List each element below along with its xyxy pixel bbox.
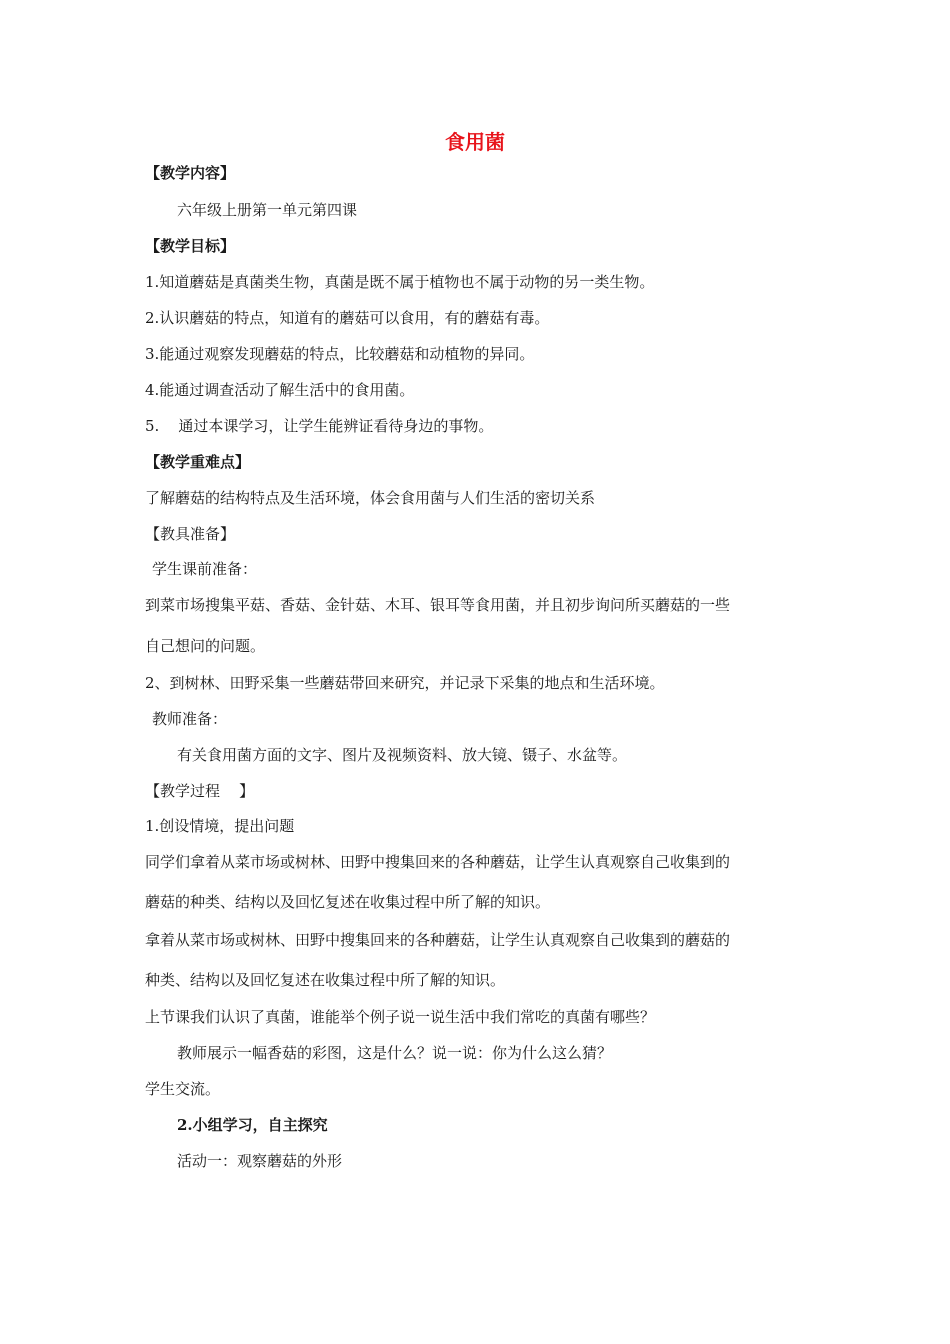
paragraph: 种类、结构以及回忆复述在收集过程中所了解的知识。: [145, 971, 506, 989]
paragraph: 1.知道蘑菇是真菌类生物，真菌是既不属于植物也不属于动物的另一类生物。: [145, 273, 655, 291]
paragraph: 学生课前准备：: [152, 560, 258, 578]
paragraph: 蘑菇的种类、结构以及回忆复述在收集过程中所了解的知识。: [145, 893, 551, 911]
paragraph: 拿着从菜市场或树林、田野中搜集回来的各种蘑菇，让学生认真观察自己收集到的蘑菇的: [145, 931, 731, 949]
paragraph: 教师准备：: [152, 710, 228, 728]
paragraph: 六年级上册第一单元第四课: [177, 201, 358, 219]
heading-content: 【教学内容】: [145, 164, 236, 182]
paragraph: 3.能通过观察发现蘑菇的特点，比较蘑菇和动植物的异同。: [145, 345, 535, 363]
heading-materials: 【教具准备】: [145, 525, 236, 543]
paragraph: 上节课我们认识了真菌，谁能举个例子说一说生活中我们常吃的真菌有哪些？: [145, 1008, 656, 1026]
paragraph: 有关食用菌方面的文字、图片及视频资料、放大镜、镊子、水盆等。: [177, 746, 628, 764]
paragraph: 到菜市场搜集平菇、香菇、金针菇、木耳、银耳等食用菌，并且初步询问所买蘑菇的一些: [145, 596, 731, 614]
paragraph: 教师展示一幅香菇的彩图，这是什么？说一说：你为什么这么猜？: [177, 1044, 613, 1062]
paragraph: 5. 通过本课学习，让学生能辨证看待身边的事物。: [145, 417, 494, 435]
paragraph: 1.创设情境，提出问题: [145, 817, 295, 835]
paragraph: 4.能通过调查活动了解生活中的食用菌。: [145, 381, 415, 399]
paragraph: 了解蘑菇的结构特点及生活环境，体会食用菌与人们生活的密切关系: [145, 489, 596, 507]
paragraph: 2、到树林、田野采集一些蘑菇带回来研究，并记录下采集的地点和生活环境。: [145, 674, 665, 692]
heading-key-points: 【教学重难点】: [145, 453, 251, 471]
paragraph: 自己想问的问题。: [145, 637, 266, 655]
paragraph: 同学们拿着从菜市场或树林、田野中搜集回来的各种蘑菇，让学生认真观察自己收集到的: [145, 853, 731, 871]
paragraph: 2.认识蘑菇的特点，知道有的蘑菇可以食用，有的蘑菇有毒。: [145, 309, 550, 327]
heading-objectives: 【教学目标】: [145, 237, 236, 255]
subheading: 2.小组学习，自主探究: [177, 1116, 328, 1134]
paragraph: 学生交流。: [145, 1080, 221, 1098]
heading-process: 【教学过程 】: [145, 782, 255, 800]
paragraph: 活动一：观察蘑菇的外形: [177, 1152, 343, 1170]
document-title: 食用菌: [445, 130, 505, 154]
